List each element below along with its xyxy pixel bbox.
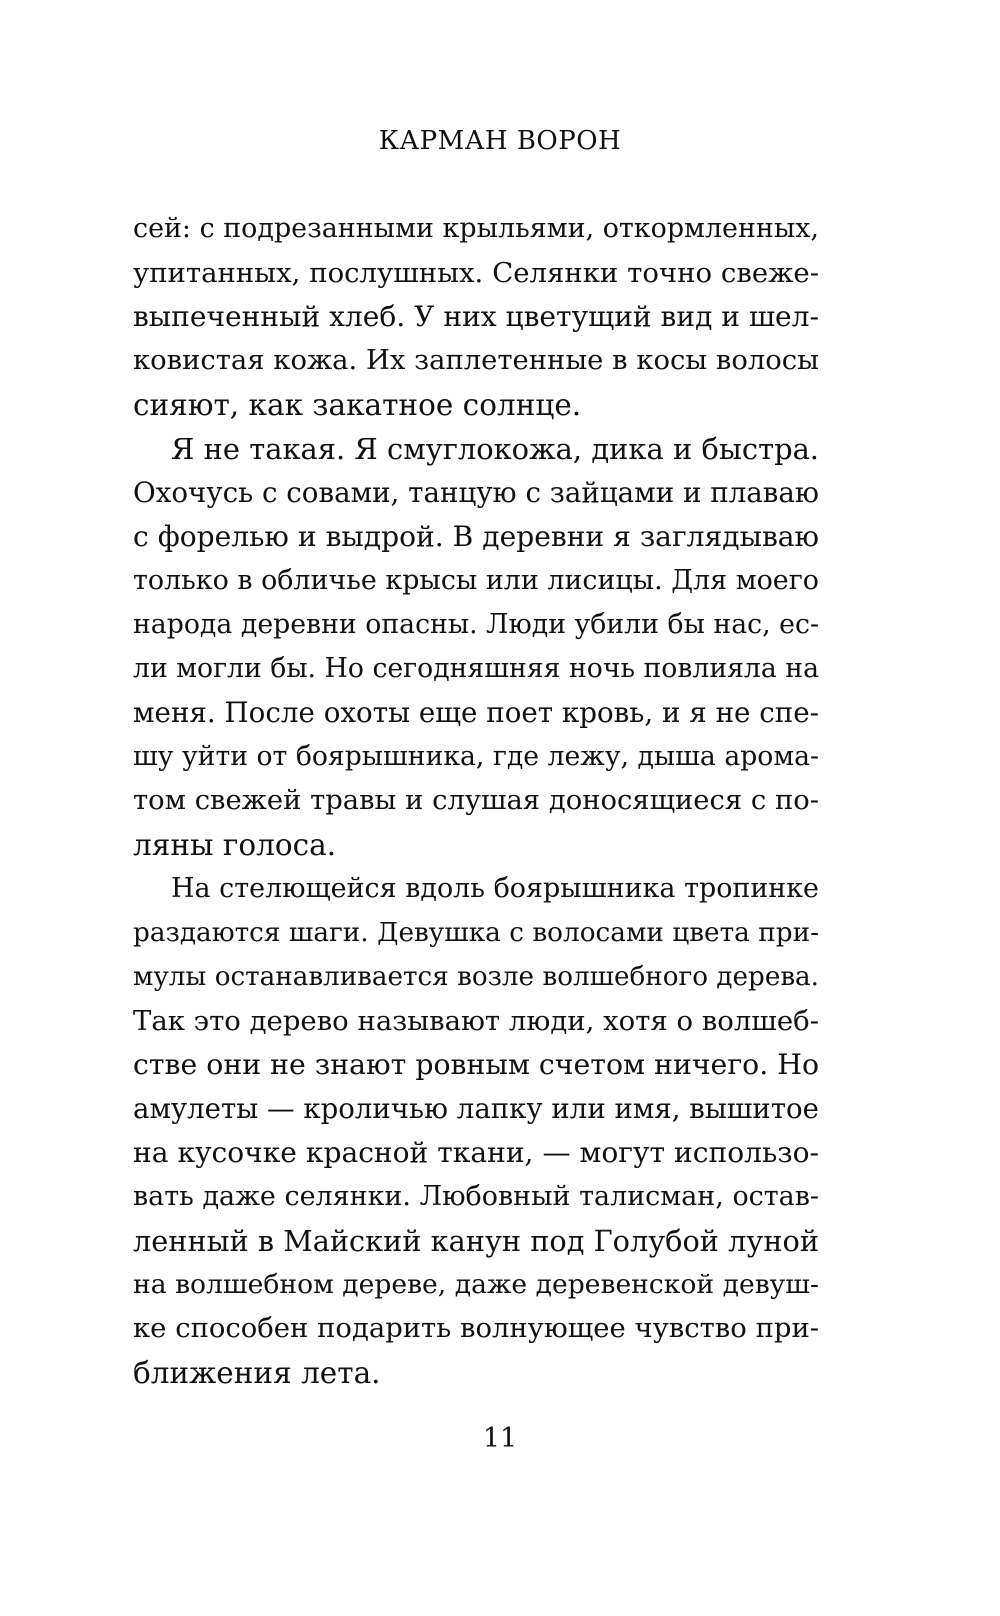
page-number: 11 bbox=[482, 1423, 518, 1454]
text-line: ленный в Майский канун под Голубой луной bbox=[133, 1224, 819, 1258]
text-line: упитанных, послушных. Селянки точно свеже- bbox=[133, 257, 819, 289]
text-line: ли могли бы. Но сегодняшняя ночь повлияла на bbox=[133, 653, 819, 684]
text-line: сияют, как закатное солнце. bbox=[133, 388, 582, 422]
text-line: раздаются шаги. Девушка с волосами цвета при- bbox=[133, 918, 819, 948]
text-line: ближения лета. bbox=[133, 1356, 381, 1390]
running-head: КАРМАН ВОРОН bbox=[378, 126, 622, 156]
text-line: народа деревни опасны. Люди убили бы нас, ес- bbox=[133, 609, 819, 640]
text-line: с форелью и выдрой. В деревни я заглядываю bbox=[133, 520, 819, 553]
text-line: ляны голоса. bbox=[133, 828, 337, 862]
text-line: Так это дерево называют люди, хотя о волшеб- bbox=[133, 1005, 819, 1037]
text-line: мулы останавливается возле волшебного дерева. bbox=[133, 962, 819, 992]
text-line: только в обличье крысы или лисицы. Для моего bbox=[133, 565, 819, 596]
text-line: Я не такая. Я смуглокожа, дика и быстра. bbox=[171, 432, 819, 466]
text-line: амулеты — кроличью лапку или имя, вышитое bbox=[133, 1092, 819, 1125]
paragraph-1 bbox=[133, 207, 819, 427]
text-line: меня. После охоты еще поет кровь, и я не спе- bbox=[133, 696, 819, 729]
paragraph-3 bbox=[133, 867, 819, 1395]
text-line: на волшебном дереве, даже деревенской девуш- bbox=[133, 1269, 819, 1300]
text-line: шу уйти от боярышника, где лежу, дыша арома- bbox=[133, 741, 819, 772]
text-line: ке способен подарить волнующее чувство при- bbox=[133, 1313, 819, 1344]
text-line: вать даже селянки. Любовный талисман, остав- bbox=[133, 1181, 819, 1212]
body-text bbox=[133, 207, 819, 1395]
text-line: том свежей травы и слушая доносящиеся с по- bbox=[133, 785, 819, 816]
text-line: стве они не знают ровным счетом ничего. Но bbox=[133, 1048, 819, 1081]
text-line: На стелющейся вдоль боярышника тропинке bbox=[171, 873, 819, 904]
text-line: выпеченный хлеб. У них цветущий вид и шел- bbox=[133, 300, 819, 333]
text-line: на кусочке красной ткани, — могут использо- bbox=[133, 1136, 819, 1169]
paragraph-2 bbox=[133, 427, 819, 867]
text-line: сей: с подрезанными крыльями, откормленных, bbox=[133, 213, 819, 244]
text-line: Охочусь с совами, танцую с зайцами и плаваю bbox=[133, 476, 819, 509]
text-line: ковистая кожа. Их заплетенные в косы волосы bbox=[133, 345, 819, 376]
